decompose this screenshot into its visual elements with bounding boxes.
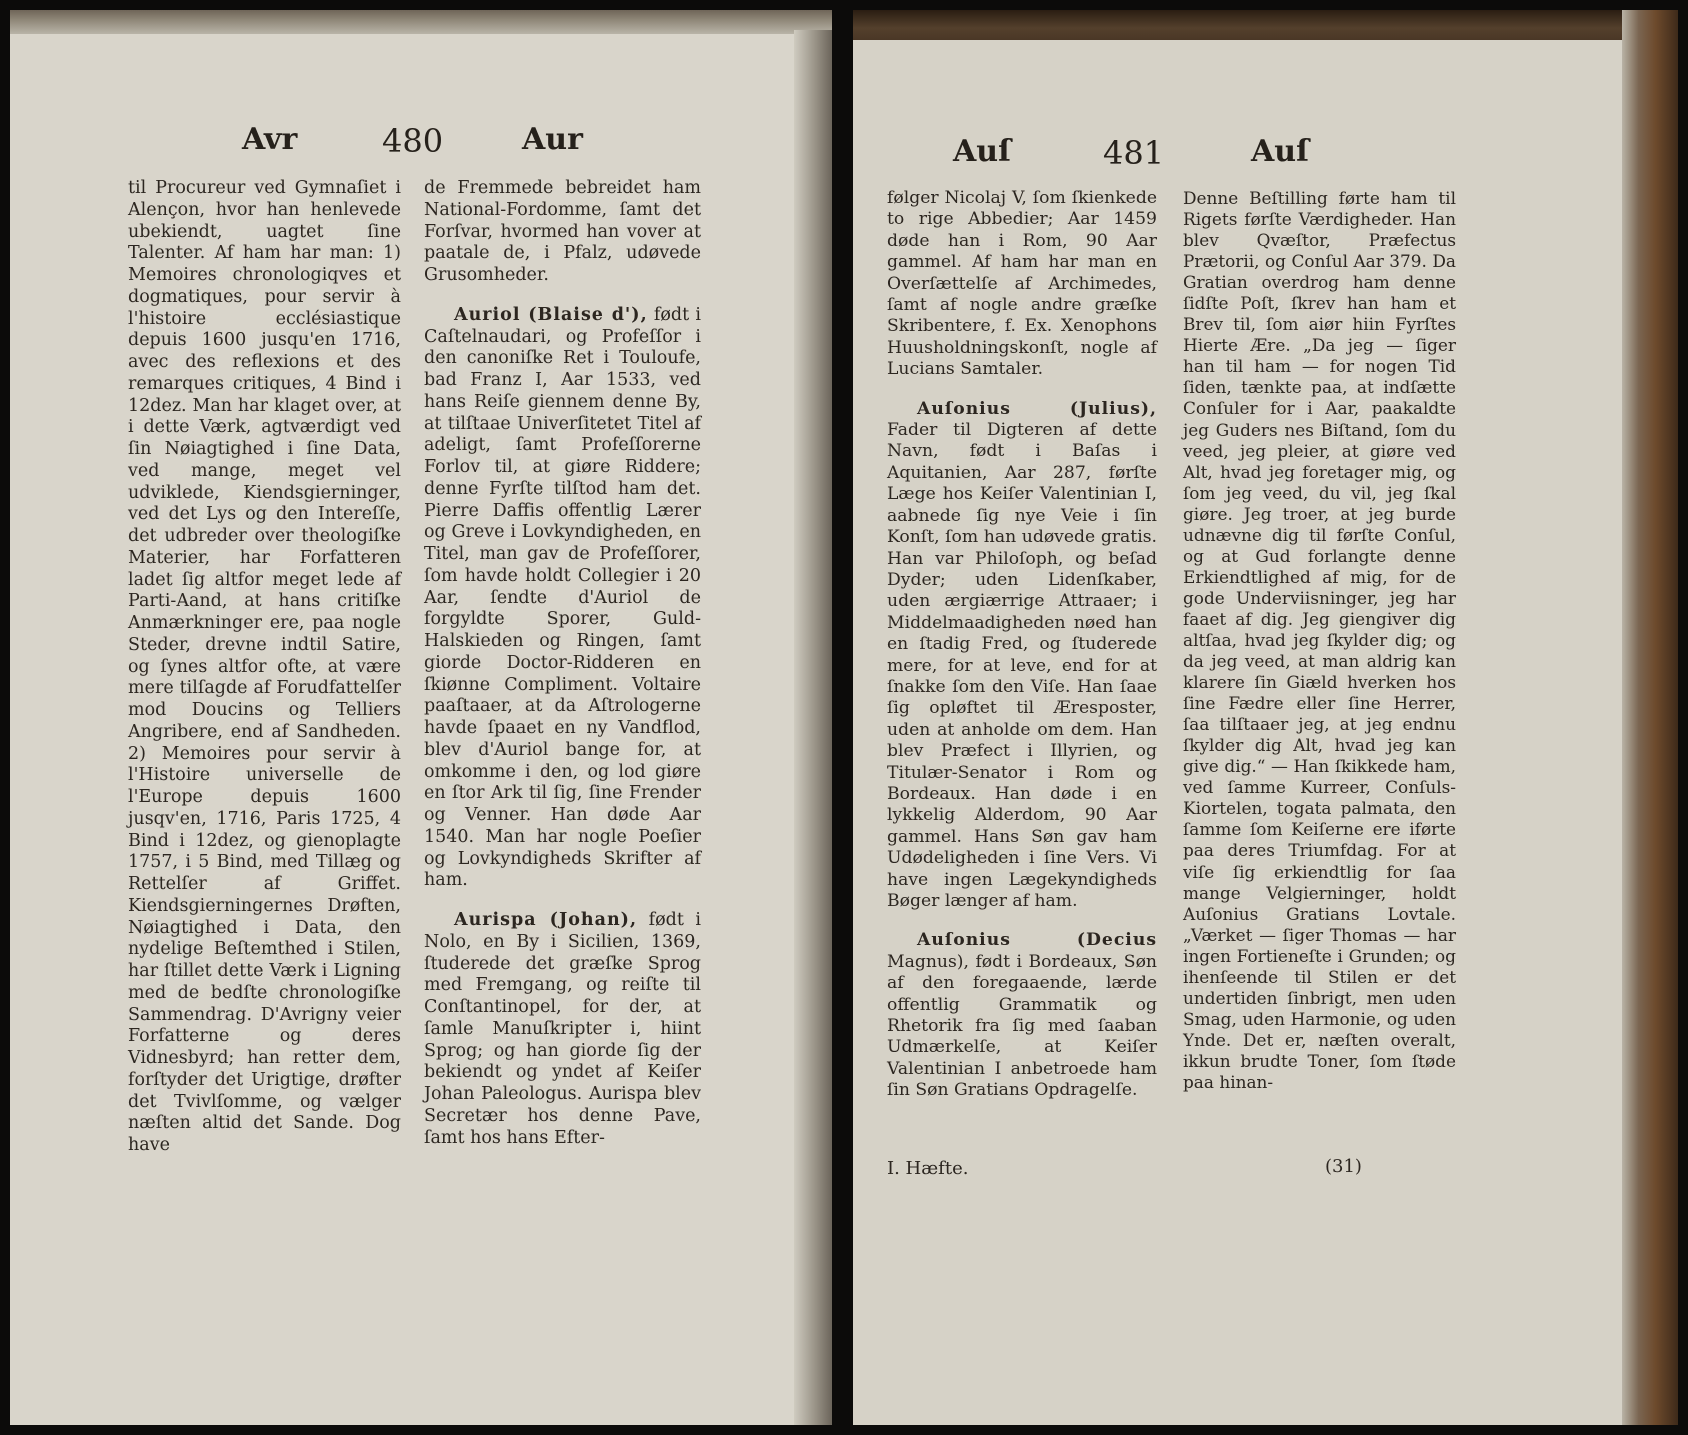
binding-spine xyxy=(1622,10,1678,1425)
entry-text: født i Nolo, en By i Sicilien, 1369, ſtuderede det græſke Sprog med Fremgang, og reiſte til Conſtantinopel, for der, at ſamle Manuſkripter i, hiint Sprog; og han giorde ſig der bekiendt og yndet af Keiſer Johan Paleologus. Aurispa blev Secretær hos denne Pave, ſamt hos hans Efter- xyxy=(424,910,701,1148)
entry-headword: Aurispa (Johan), xyxy=(454,910,638,930)
left-page-scan xyxy=(10,10,832,1425)
entry-text: født i Caſtelnaudari, og Profeſſor i den canoniſke Ret i Touloufe, bad Franz I, Aar 1533, ved hans Reiſe giennem denne By, at tilſtaae Univerſitetet Titel af adeligt, ſamt Profeſſorerne Forlov til, at giøre Riddere; denne Fyrſte tilſtod ham det. Pierre Daffis offentlig Lærer og Greve i Lovkyndigheden, en Titel, man gav de Profeſſorer, ſom havde holdt Collegier i 20 Aar, ſendte d'Auriol de forgyldte Sporer, Guld-Halskieden og Ringen, ſamt giorde Doctor-Ridderen en ſkiønne Compliment. Voltaire paaſtaaer, at da Aſtrologerne havde ſpaaet en ny Vandflod, blev d'Auriol bange for, at omkomme i den, og lod giøre en ſtor Ark til ſig, ſine Frender og Venner. Han døde Aar 1540. Man har nogle Poeſier og Lovkyndigheds Skrifter af ham. xyxy=(424,304,701,891)
left-page-number: 480 xyxy=(382,122,444,160)
left-page-column-2 xyxy=(424,178,701,1149)
right-page-column-1 xyxy=(887,188,1157,1102)
right-page-scan xyxy=(853,10,1678,1425)
entry-headword: Auſonius (Julius), xyxy=(917,398,1157,419)
entry-headword: Auſonius (Decius xyxy=(917,930,1157,951)
signature-mark: I. Hæfte. xyxy=(887,1158,969,1179)
right-header-catchword-right: Auſ xyxy=(1251,134,1309,169)
left-page-column-1 xyxy=(128,178,401,1157)
left-header-catchword-right: Aur xyxy=(522,122,583,157)
dictionary-entry xyxy=(887,930,1157,1101)
continued-paragraph: Denne Beſtilling førte ham til Rigets førſte Værdigheder. Han blev Qvæſtor, Præfectus Prætorii, og Conſul Aar 379. Da Gratian overdrog ham denne ſidſte Poſt, ſkrev han ham et Brev til, ſom aiør hiin Fyrſtes Hierte Ære. „Da jeg — ſiger han til ham — for nogen Tid ſiden, tænkte paa, at indſætte Conſuler for i Aar, paakaldte jeg Guders nes Biſtand, ſom du veed, jeg pleier, at giøre ved Alt, hvad jeg foretager mig, og ſom jeg veed, du vil, jeg ſkal giøre. Jeg troer, at jeg burde udnævne dig til førſte Conſul, og at Gud forlangte denne Erkiendtlighed af mig, for de gode Underviisninger, jeg har faaet af dig. Jeg giengiver dig altſaa, hvad jeg ſkylder dig; og da jeg veed, at man aldrig kan klarere ſin Giæld hverken hos ſine Fædre eller ſine Herrer, ſaa tilſtaaer jeg, at jeg endnu ſkylder dig Alt, hvad jeg kan give dig.“ — Han ſkikkede ham, ved ſamme Kurreer, Conſuls-Kiortelen, togata palmata, den ſamme ſom Keiſerne ere iførte paa deres Triumfdag. For at viſe ſig erkiendtlig for ſaa mange Velgierninger, holdt Auſonius Gratians Lovtale. „Værket — ſiger Thomas — har ingen Fortieneſte i Grunden; og ihenſeende til Stilen er det undertiden ſinbrigt, men uden Smag, uden Harmonie, og uden Ynde. Det er, næſten overalt, ikkun brudte Toner, ſom ſtøde paa hinan- xyxy=(1183,188,1456,1092)
entry-text: Fader til Digteren af dette Navn, født i Baſas i Aquitanien, Aar 287, førſte Læge hos Keiſer Valentinian I, aabnede ſig nye Veie i ſin Konſt, ſom han udøvede gratis. Han var Philoſoph, og beſad Dyder; uden Lidenſkaber, uden ærgiærrige Attraaer; i Middelmaadigheden nøed han en ſtadig Fred, og ſtuderede mere, for at leve, end for at ſnakke ſom den Viſe. Han ſaae ſig opløftet til Æresposter, uden at anholde om dem. Han blev Præfect i Illyrien, og Titulær-Senator i Rom og Bordeaux. Han døde i en lykkelig Alderdom, 90 Aar gammel. Hans Søn gav ham Udødeligheden i ſine Vers. Vi have ingen Lægekyndigheds Bøger længer af ham. xyxy=(887,420,1157,911)
right-page-column-2 xyxy=(1183,188,1456,1093)
dictionary-entry xyxy=(887,399,1157,913)
continued-paragraph: de Fremmede bebreidet ham National-Fordomme, ſamt det Forſvar, hvormed han vover at paatale de, i Pfalz, udøvede Grusomheder. xyxy=(424,178,701,285)
binding-top xyxy=(853,10,1678,40)
left-header-catchword-left: Avr xyxy=(242,122,298,157)
continued-paragraph: følger Nicolaj V, ſom ſkienkede to rige Abbedier; Aar 1459 døde han i Rom, 90 Aar gammel. Af ham har man en Overſættelſe af Archimedes, ſamt af nogle andre græſke Skribentere, f. Ex. Xenophons Huusholdningskonſt, nogle af Lucians Samtaler. xyxy=(887,188,1157,380)
book-edge-top xyxy=(10,10,832,34)
book-gutter xyxy=(794,30,832,1425)
entry-text: Magnus), født i Bordeaux, Søn af den foregaaende, lærde offentlig Grammatik og Rhetorik fra ſig med ſaaban Udmærkelſe, at Keiſer Valentinian I anbetroede ham ſin Søn Gratians Opdragelſe. xyxy=(887,951,1157,1101)
continued-paragraph: til Procureur ved Gymnaſiet i Alençon, hvor han henlevede ubekiendt, uagtet ſine Talenter. Af ham har man: 1) Memoires chronologiqves et dogmatiques, pour servir à l'histoire ecclésiastique depuis 1600 jusqu'en 1716, avec des reflexions et des remarques critiques, 4 Bind i 12dez. Man har klaget over, at i dette Værk, agtværdigt ved ſin Nøiagtighed i ſine Data, ved mange, meget vel udviklede, Kiendsgierninger, ved det Lys og den Intereſſe, det udbreder over theologiſke Materier, har Forfatteren ladet ſig altfor meget lede af Parti-Aand, at hans critiſke Anmærkninger ere, paa nogle Steder, drevne indtil Satire, og ſynes altfor ofte, at være mere tilſagde af Forudfattelſer mod Doucins og Telliers Angribere, end af Sandheden. 2) Memoires pour servir à l'Histoire universelle de l'Europe depuis 1600 jusqv'en, 1716, Paris 1725, 4 Bind i 12dez, og gienoplagte 1757, i 5 Bind, med Tillæg og Rettelſer af Griffet. Kiendsgierningernes Drøften, Nøiagtighed i Data, den nydelige Beſtemthed i Stilen, har ſtillet dette Værk i Ligning med de bedſte chronologiſke Sammendrag. D'Avrigny veier Forfatterne og deres Vidnesbyrd; han retter dem, forſtyder det Urigtige, drøfter det Tvivlſomme, og vælger næſten altid det Sande. Dog have xyxy=(128,178,401,1155)
dictionary-entry xyxy=(424,910,701,1149)
right-page-number: 481 xyxy=(1103,134,1165,172)
dictionary-entry xyxy=(424,305,701,892)
sheet-number: (31) xyxy=(1325,1156,1362,1177)
entry-headword: Auriol (Blaise d'), xyxy=(454,304,648,325)
right-header-catchword-left: Auſ xyxy=(953,134,1011,169)
